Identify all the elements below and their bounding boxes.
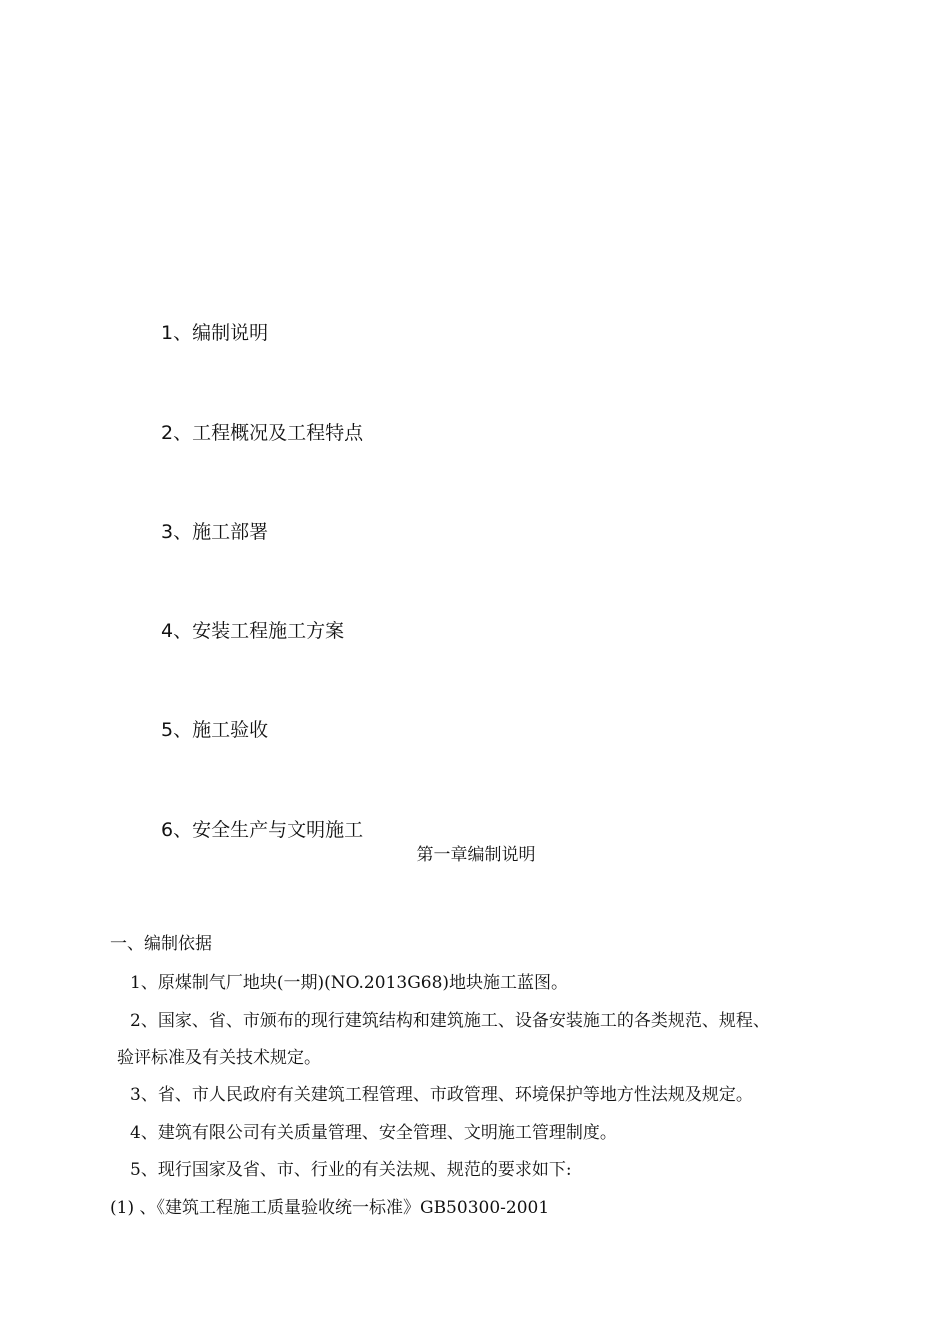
basis-item-3: 3、省、市人民政府有关建筑工程管理、市政管理、环境保护等地方性法规及规定。 (130, 1085, 753, 1105)
toc-item-4: 4、安装工程施工方案 (161, 620, 345, 642)
basis-item-5: 5、现行国家及省、市、行业的有关法规、规范的要求如下: (130, 1160, 572, 1180)
section-heading: 一、编制依据 (110, 934, 212, 954)
toc-item-2: 2、工程概况及工程特点 (161, 422, 364, 444)
toc-item-1: 1、编制说明 (161, 322, 269, 344)
basis-item-4: 4、建筑有限公司有关质量管理、安全管理、文明施工管理制度。 (130, 1123, 617, 1143)
toc-item-6: 6、安全生产与文明施工 (161, 819, 364, 841)
toc-item-3: 3、施工部署 (161, 521, 269, 543)
standard-item-1: (1) 、《建筑工程施工质量验收统一标准》GB50300-2001 (110, 1198, 550, 1218)
basis-item-2: 2、国家、省、市颁布的现行建筑结构和建筑施工、设备安装施工的各类规范、规程、 (130, 1011, 770, 1031)
basis-item-1: 1、原煤制气厂地块(一期)(NO.2013G68)地块施工蓝图。 (130, 973, 569, 993)
basis-item-2-continued: 验评标准及有关技术规定。 (117, 1048, 321, 1068)
toc-item-5: 5、施工验收 (161, 719, 269, 741)
chapter-title: 第一章编制说明 (416, 845, 536, 865)
